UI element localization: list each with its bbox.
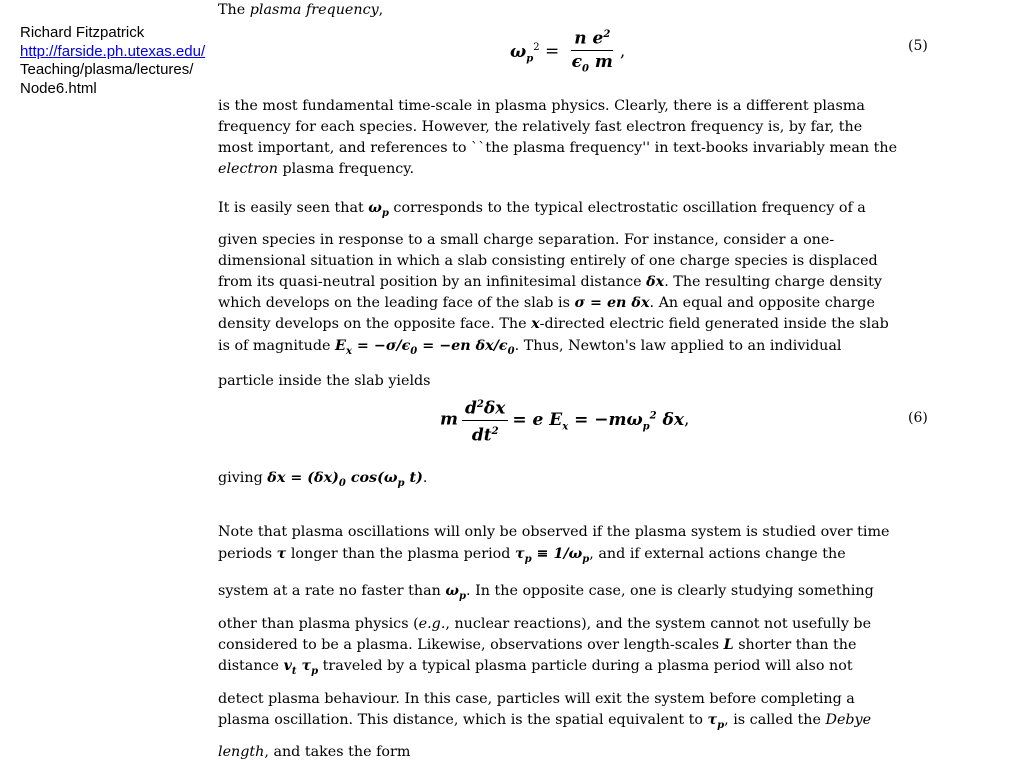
paragraph-3-line-7: detect plasma behaviour. In this case, particles will exit the system before completing a	[218, 691, 855, 707]
omega-p-symbol: $\omega_p$	[368, 200, 389, 219]
equation-5-number: (5)	[908, 38, 928, 54]
plasma-frequency-term: plasma frequency	[249, 2, 379, 18]
paragraph-3-line-5: considered to be a plasma. Likewise, observations over length-scales L shorter than the	[218, 637, 857, 653]
equation-5: $\omega_p^2$ = $\frac{n e^2}{\epsilon_0 m}$ ,	[510, 26, 625, 78]
paragraph-3-line-3: system at a rate no faster than $\omega_p$. In the opposite case, one is clearly studying something	[218, 583, 874, 602]
paragraph-2-line-2: given species in response to a small charge separation. For instance, consider a one-	[218, 232, 835, 248]
paragraph-2-line-5: which develops on the leading face of the slab is σ = en δx. An equal and opposite charge	[218, 295, 875, 311]
giving-line: giving $\delta x = (\delta x)_0$ $\cos(\omega_p$ t).	[218, 470, 428, 489]
paragraph-3-line-8: plasma oscillation. This distance, which is the spatial equivalent to $\tau_p$, is called the Debye	[218, 712, 872, 731]
paragraph-2-line-4: from its quasi-neutral position by an infinitesimal distance δx. The resulting charge density	[218, 274, 882, 290]
paragraph-2-line-7: is of magnitude $E_x = -\sigma/\epsilon_0 = -en$ $\delta x/\epsilon_0$. Thus, Newton's law applied to an individual	[218, 338, 842, 357]
intro-line: The plasma frequency,	[218, 2, 384, 18]
paragraph-3-line-1: Note that plasma oscillations will only be observed if the plasma system is studied over time	[218, 524, 890, 540]
paragraph-2-line-3: dimensional situation in which a slab consisting entirely of one charge species is displaced	[218, 253, 878, 269]
paragraph-1-line-4: electron plasma frequency.	[218, 161, 415, 177]
author-name: Richard Fitzpatrick	[20, 24, 145, 41]
paragraph-1-line-1: is the most fundamental time-scale in plasma physics. Clearly, there is a different plasma	[218, 98, 865, 114]
source-citation	[20, 24, 220, 98]
paragraph-3-line-2: periods τ longer than the plasma period $\tau_p \equiv 1/\omega_p$, and if external actions change the	[218, 546, 846, 565]
paragraph-2-line-1: It is easily seen that $\omega_p$ corresponds to the typical electrostatic oscillation frequency of a	[218, 200, 866, 219]
equation-6-number: (6)	[908, 410, 928, 426]
paragraph-3-line-6: distance $v_t$ $\tau_p$ traveled by a typical plasma particle during a plasma period will also not	[218, 658, 853, 677]
paragraph-2-line-6: density develops on the opposite face. The x-directed electric field generated inside the slab	[218, 316, 889, 332]
paragraph-1-line-3: most important, and references to ``the plasma frequency'' in text-books invariably mean the	[218, 140, 898, 156]
paragraph-2-line-8: particle inside the slab yields	[218, 373, 431, 389]
paragraph-3-line-4: other than plasma physics (e.g., nuclear reactions), and the system cannot not usefully be	[218, 616, 872, 632]
paragraph-1-line-2: frequency for each species. However, the relatively fast electron frequency is, by far, the	[218, 119, 863, 135]
lecture-page	[218, 0, 938, 768]
equation-6: m $\frac{d^2\delta x}{dt^2}$ = e $E_x = -m\omega_p^2$ δx,	[440, 396, 689, 444]
source-path-line-1: Teaching/plasma/lectures/	[20, 61, 194, 78]
source-link[interactable]: http://farside.ph.utexas.edu/	[20, 42, 206, 60]
source-path-line-2: Node6.html	[20, 79, 97, 97]
paragraph-3-line-9: length, and takes the form	[218, 744, 411, 760]
